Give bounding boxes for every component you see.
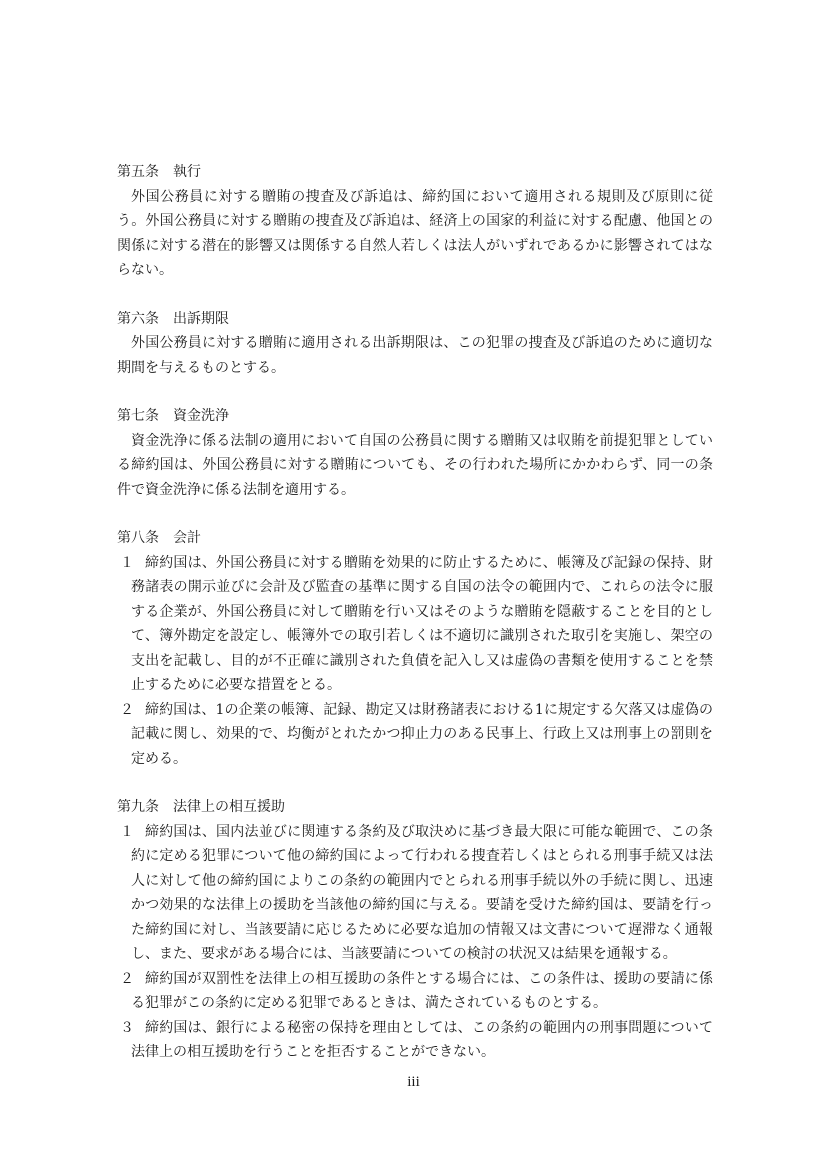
article-number: 第七条 xyxy=(117,408,159,424)
article-heading xyxy=(117,404,713,429)
article-title: 出訴期限 xyxy=(173,310,229,327)
item-number: １ xyxy=(120,823,134,840)
article-heading xyxy=(117,160,713,185)
item-text: 締約国は、銀行による秘密の保持を理由としては、この条約の範囲内の刑事問題について法律上の相互援助を行うことを拒否することができない。 xyxy=(131,1019,713,1060)
article-title: 法律上の相互援助 xyxy=(173,799,285,815)
article-number: 第五条 xyxy=(117,164,159,180)
article-6 xyxy=(117,307,713,381)
article-paragraph: 資金洗浄に係る法制の適用において自国の公務員に関する贈賄又は収賄を前提犯罪としている締約国は、外国公務員に対する贈賄についても、その行われた場所にかかわらず、同一の条件で資金洗浄に係る法制を適用する。 xyxy=(117,432,713,498)
article-item xyxy=(117,820,713,967)
item-number: ２ xyxy=(120,970,134,987)
article-heading xyxy=(117,307,713,332)
item-text: 締約国は、外国公務員に対する贈賄を効果的に防止するために、帳簿及び記録の保持、財務諸表の開示並びに会計及び監査の基準に関する自国の法令の範囲内で、これらの法令に服する企業が、外国公務員に対して贈賄を行い又はそのような贈賄を隠蔽することを目的として、簿外勘定を設定し、帳簿外での取引若しくは不適切に識別された取引を実施し、架空の支出を記載し、目的が不正確に識別された負債を記入し又は虚偽の書類を使用することを禁止するために必要な措置をとる。 xyxy=(131,554,713,693)
item-text: 締約国は、1の企業の帳簿、記録、勘定又は財務諸表における1に規定する欠落又は虚偽の記載に関し、効果的で、均衡がとれたかつ抑止力のある民事上、行政上又は刑事上の罰則を定める。 xyxy=(131,701,713,767)
article-9 xyxy=(117,795,713,1065)
article-number: 第八条 xyxy=(117,530,159,546)
article-heading xyxy=(117,526,713,551)
article-7 xyxy=(117,404,713,502)
article-title: 会計 xyxy=(173,530,201,546)
page-content xyxy=(117,160,713,1089)
article-title: 資金洗浄 xyxy=(173,408,229,424)
item-text: 締約国が双罰性を法律上の相互援助の条件とする場合には、この条件は、援助の要請に係る犯罪がこの条約に定める犯罪であるときは、満たされているものとする。 xyxy=(131,970,713,1011)
article-number: 第六条 xyxy=(117,310,159,327)
article-heading xyxy=(117,795,713,820)
article-item xyxy=(117,551,713,698)
article-item xyxy=(117,967,713,1016)
item-number: ２ xyxy=(120,701,134,718)
article-paragraph: 外国公務員に対する贈賄の捜査及び訴追は、締約国において適用される規則及び原則に従う。外国公務員に対する贈賄の捜査及び訴追は、経済上の国家的利益に対する配慮、他国との関係に対する潜在的影響又は関係する自然人若しくは法人がいずれであるかに影響されてはならない。 xyxy=(117,188,713,278)
article-paragraph: 外国公務員に対する贈賄に適用される出訴期限は、この犯罪の捜査及び訴追のために適切な期間を与えるものとする。 xyxy=(117,335,713,376)
item-text: 締約国は、国内法並びに関連する条約及び取決めに基づき最大限に可能な範囲で、この条約に定める犯罪について他の締約国によって行われる捜査若しくはとられる刑事手続又は法人に対して他の締約国によりこの条約の範囲内でとられる刑事手続以外の手続に関し、迅速かつ効果的な法律上の援助を当該他の締約国に与える。要請を受けた締約国は、要請を行った締約国に対し、当該要請に応じるために必要な追加の情報又は文書について遅滞なく通報し、また、要求がある場合には、当該要請についての検討の状況又は結果を通報する。 xyxy=(131,823,713,962)
article-item xyxy=(117,1016,713,1065)
article-item xyxy=(117,698,713,772)
article-8 xyxy=(117,526,713,771)
article-number: 第九条 xyxy=(117,799,159,815)
item-number: ３ xyxy=(120,1019,134,1036)
article-5 xyxy=(117,160,713,283)
item-number: １ xyxy=(120,554,134,571)
page-number: iii xyxy=(407,1074,420,1090)
article-title: 執行 xyxy=(173,164,201,180)
